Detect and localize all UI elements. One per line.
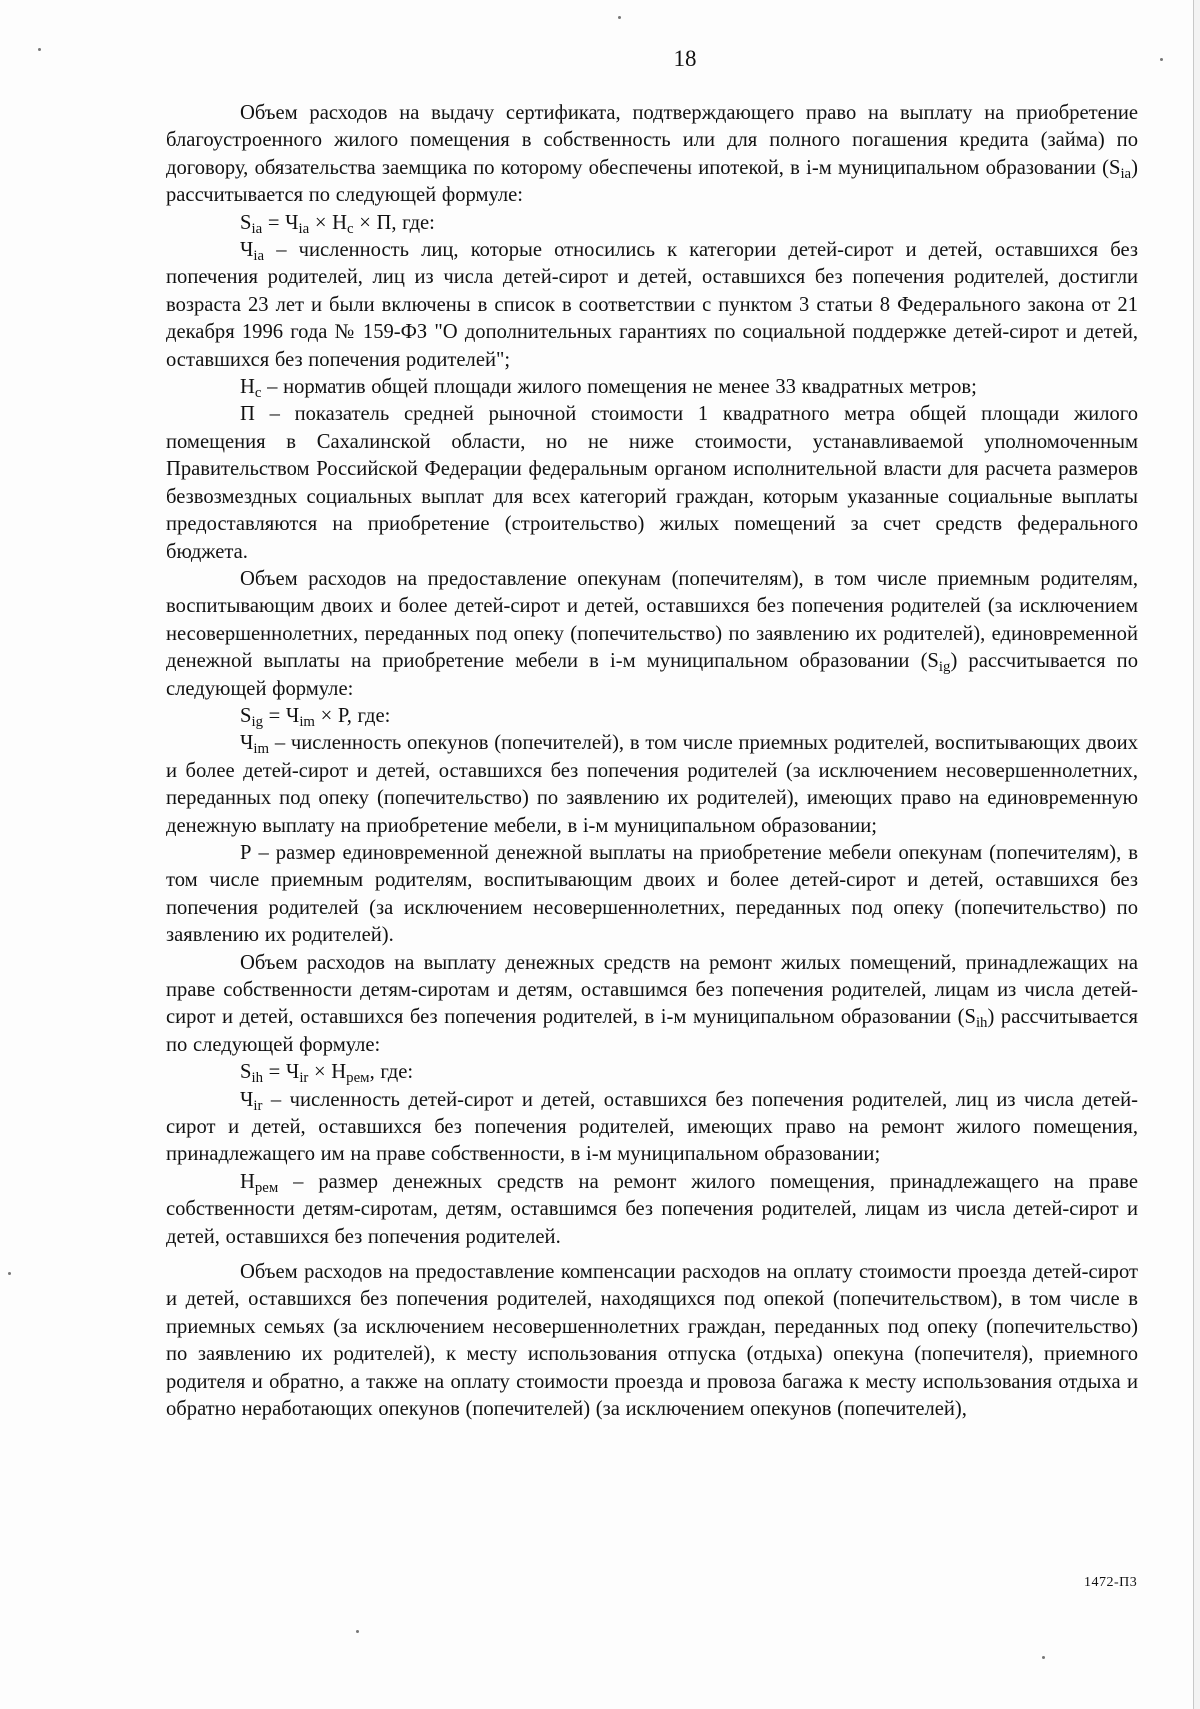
paragraph-text: ) рассчитывается по следующей формуле:: [166, 1006, 1139, 1056]
definition-text: – численность детей-сирот и детей, оставшихся без попечения родителей, лиц из числа детей-сирот и детей, оставшихся без попечения родителей, имеющих право на ремонт жилого помещения, принадлежащего им на праве собственности, в i-м муниципальном образовании;: [166, 1088, 1138, 1166]
formula-symbol: × Р, где:: [314, 704, 391, 727]
paragraph-text: ) рассчитывается по следующей формуле:: [166, 156, 1138, 207]
subscript: ih: [251, 1070, 264, 1087]
subscript: с: [346, 220, 354, 237]
scan-speck: [8, 1272, 11, 1275]
paragraph-text: Объем расходов на выплату денежных средств на ремонт жилых помещений, принадлежащих на праве собственности детям-сиротам и детям, оставшимся без попечения родителей, лицам из числа детей-сирот и детей, оставшихся без попечения родителей, в i-м муниципальном образовании (S: [166, 951, 1138, 1029]
scan-speck: [356, 1630, 359, 1633]
subscript: ia: [251, 220, 263, 237]
scan-edge: [1193, 0, 1200, 1709]
scan-speck: [1042, 1656, 1045, 1659]
definition-text: – норматив общей площади жилого помещения не менее 33 квадратных метров;: [261, 376, 977, 399]
subscript: ia: [298, 220, 310, 237]
formula-symbol: S: [240, 704, 252, 727]
paragraph: [166, 950, 1138, 1060]
subscript: с: [254, 385, 262, 402]
paragraph-text: ) рассчитывается по следующей формуле:: [166, 650, 1138, 700]
document-body: [166, 100, 1138, 1424]
formula: [166, 210, 1138, 237]
definition-symbol: Ч: [240, 1088, 254, 1111]
formula-symbol: S: [240, 211, 252, 234]
scan-speck: [618, 16, 621, 19]
definition-symbol: Н: [240, 1170, 255, 1193]
definition: [166, 1087, 1138, 1169]
subscript: ig: [251, 714, 264, 731]
definition-text: – численность лиц, которые относились к категории детей-сирот и детей, оставшихся без попечения родителей, лиц из числа детей-сирот и детей, оставшихся без попечения родителей, достигли возраста 23 лет и были включены в список в соответствии с пунктом 3 статьи 8 Федерального закона от 21 декабря 1996 года № 159-ФЗ "О дополнительных гарантиях по социальной поддержке детей-сирот и детей, оставшихся без попечения родителей";: [166, 239, 1138, 371]
formula-symbol: × П, где:: [353, 211, 435, 234]
definition: [166, 730, 1138, 840]
subscript: ih: [975, 1015, 988, 1032]
subscript: im: [299, 714, 315, 731]
definition: [166, 1169, 1138, 1251]
definition-symbol: Н: [240, 376, 255, 399]
formula: [166, 1059, 1138, 1086]
definition-text: – размер денежных средств на ремонт жилого помещения, принадлежащего на праве собственности детям-сиротам, детям, оставшимся без попечения родителей, лицам из числа детей-сирот и детей, оставшихся без попечения родителей.: [166, 1170, 1138, 1248]
document-code: 1472-П3: [1084, 1575, 1138, 1590]
page-number: 18: [673, 46, 697, 71]
definition-symbol: Ч: [240, 732, 254, 755]
formula-symbol: × Н: [309, 211, 347, 234]
definition: [166, 374, 1138, 401]
formula: [166, 703, 1138, 730]
formula-symbol: = Ч: [262, 211, 299, 234]
formula-symbol: = Ч: [263, 704, 300, 727]
formula-symbol: , где:: [369, 1061, 414, 1084]
subscript: im: [253, 741, 270, 758]
definition-symbol: Ч: [240, 239, 254, 262]
formula-symbol: = Ч: [263, 1061, 300, 1084]
definition-text: – численность опекунов (попечителей), в том числе приемных родителей, воспитывающих двоих и более детей-сирот и детей, оставшихся без попечения родителей (за исключением несовершеннолетних, переданных под опеку (попечительство) по заявлению их родителей), имеющих право на единовременную денежную выплату на приобретение мебели, в i-м муниципальном образовании;: [166, 732, 1138, 837]
paragraph-text: Объем расходов на выдачу сертификата, подтверждающего право на выплату на приобретение благоустроенного жилого помещения в собственность или для полного погашения кредита (займа) по договору, обязательства заемщика по которому обеспечены ипотекой, в i-м муниципальном образовании (S: [166, 102, 1138, 179]
paragraph-text: Объем расходов на предоставление опекунам (попечителям), в том числе приемным родителям, воспитывающим двоих и более детей-сирот и детей, оставшихся без попечения родителей (за исключением несовершеннолетних, переданных под опеку (попечительство) по заявлению их родителей), единовременной денежной выплаты на приобретение мебели в i-м муниципальном образовании (S: [166, 567, 1138, 673]
subscript: ig: [938, 659, 951, 676]
paragraph: [166, 100, 1138, 210]
subscript: рем: [346, 1070, 370, 1087]
definition: [166, 237, 1138, 374]
formula-symbol: S: [240, 1061, 252, 1084]
subscript: ir: [299, 1070, 309, 1087]
subscript: рем: [254, 1179, 279, 1196]
definition: П – показатель средней рыночной стоимости 1 квадратного метра общей площади жилого помещения в Сахалинской области, но не ниже стоимости, устанавливаемой уполномоченным Правительством Российской Федерации федеральным органом исполнительной власти для расчета размеров безвозмездных социальных выплат для всех категорий граждан, которым указанные социальные выплаты предоставляются на приобретение (строительство) жилых помещений за счет средств федерального бюджета.: [166, 403, 1138, 563]
definition: Р – размер единовременной денежной выплаты на приобретение мебели опекунам (попечителям), в том числе приемным родителям, воспитывающим двоих и более детей-сирот и детей, оставшихся без попечения родителей (за исключением несовершеннолетних, переданных под опеку (попечительство) по заявлению их родителей).: [166, 841, 1138, 947]
formula-symbol: × Н: [308, 1061, 347, 1084]
subscript: ia: [253, 248, 265, 265]
subscript: ia: [1120, 165, 1132, 182]
paragraph: Объем расходов на предоставление компенсации расходов на оплату стоимости проезда детей-сирот и детей, оставшихся без попечения родителей, находящихся под опекой (попечительством), в том числе в приемных семьях (за исключением несовершеннолетних граждан, переданных под опеку (попечительство) по заявлению их родителей), к месту использования отпуска (отдыха) опекуна (попечителя), приемного родителя и обратно, а также на оплату стоимости проезда и провоза багажа к месту использования отдыха и обратно неработающих опекунов (попечителей) (за исключением опекунов (попечителей),: [166, 1261, 1138, 1421]
subscript: ir: [253, 1097, 263, 1114]
paragraph: [166, 566, 1138, 703]
